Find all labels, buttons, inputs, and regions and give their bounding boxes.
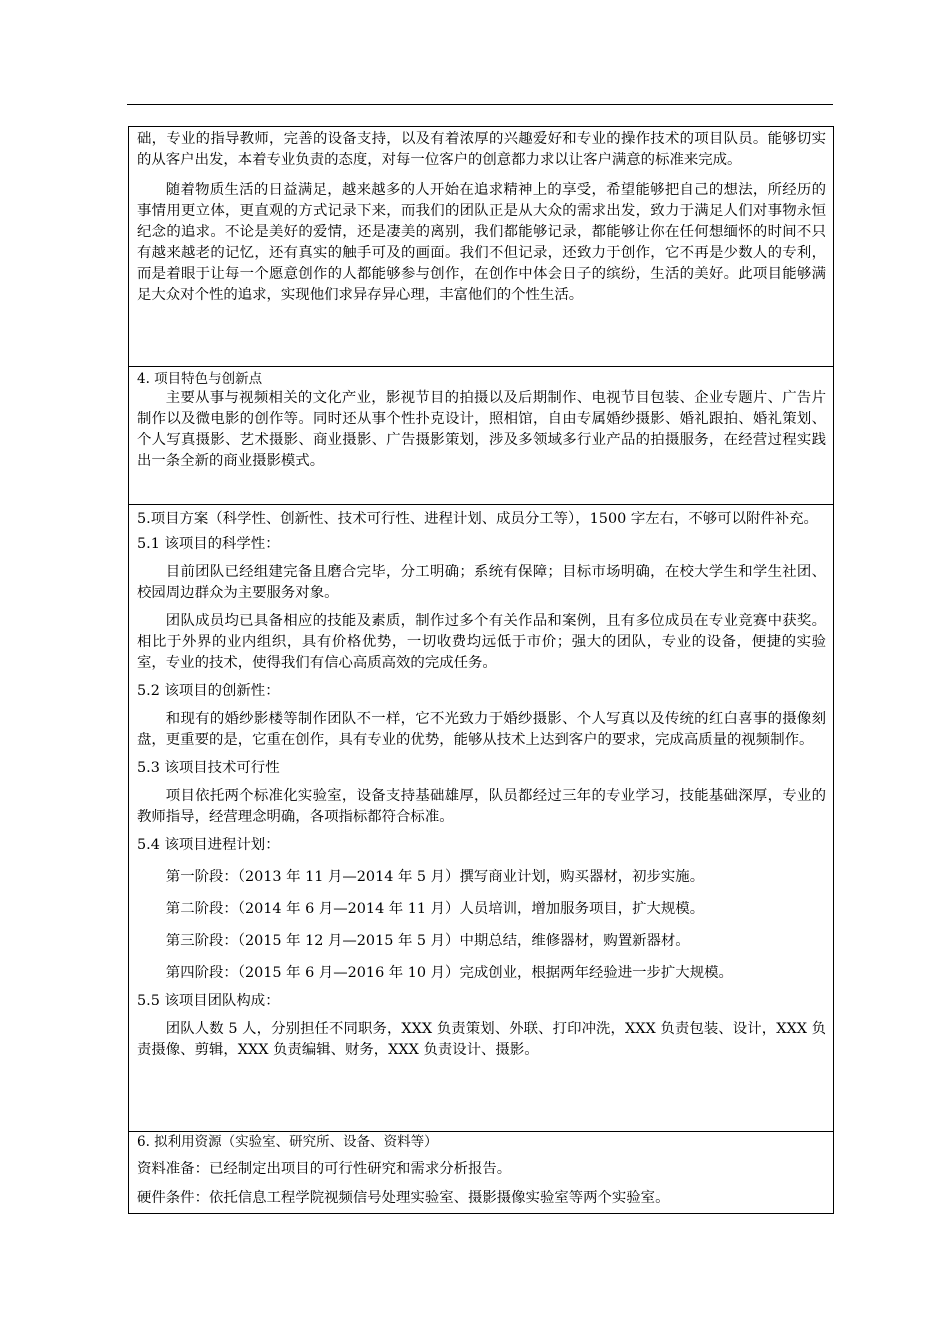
header-rule (127, 104, 833, 105)
team-heading: 5.5 该项目团队构成： (137, 993, 280, 1009)
feasibility-heading: 5.3 该项目技术可行性 (137, 760, 280, 776)
features-body: 主要从事与视频相关的文化产业，影视节目的拍摄以及后期制作、电视节目包装、企业专题片、广告片制作以及微电影的创作等。同时还从事个性扑克设计，照相馆，自由专属婚纱摄影、婚礼跟拍、婚礼策划、个人写真摄影、艺术摄影、商业摄影、广告摄影策划，涉及多领域多行业产品的拍摄服务，在经营过程实践出一条全新的商业摄影模式。 (137, 390, 826, 469)
schedule-stage-2: 第二阶段：（2014 年 6 月—2014 年 11 月）人员培训，增加服务项目，扩大规模。 (165, 901, 705, 917)
team-paragraph: 团队人数 5 人，分别担任不同职务，XXX 负责策划、外联、打印冲洗，XXX 负责包装、设计，XXX 负责摄像、剪辑，XXX 负责编辑、财务，XXX 负责设计、摄影。 (137, 1021, 826, 1058)
schedule-stage-1: 第一阶段：（2013 年 11 月—2014 年 5 月）撰写商业计划，购买器材，初步实施。 (165, 869, 705, 885)
schedule-stage-4: 第四阶段：（2015 年 6 月—2016 年 10 月）完成创业，根据两年经验进一步扩大规模。 (165, 965, 733, 981)
schedule-stage-3: 第三阶段：（2015 年 12 月—2015 年 5 月）中期总结，维修器材，购置新器材。 (165, 933, 690, 949)
innovation-paragraph: 和现有的婚纱影楼等制作团队不一样，它不光致力于婚纱摄影、个人写真以及传统的红白喜事的摄像刻盘，更重要的是，它重在创作，具有专业的优势，能够从技术上达到客户的要求，完成高质量的视频制作。 (137, 711, 826, 748)
resources-hardware: 硬件条件：依托信息工程学院视频信号处理实验室、摄影摄像实验室等两个实验室。 (137, 1190, 670, 1206)
plan-cell (129, 505, 833, 1132)
resources-materials: 资料准备：已经制定出项目的可行性研究和需求分析报告。 (137, 1161, 512, 1177)
resources-cell (129, 1132, 833, 1214)
schedule-heading: 5.4 该项目进程计划： (137, 837, 280, 853)
science-paragraph-1: 目前团队已经组建完备且磨合完毕，分工明确；系统有保障；目标市场明确，在校大学生和学生社团、校园周边群众为主要服务对象。 (137, 564, 826, 601)
features-heading: 4. 项目特色与创新点 (137, 371, 263, 387)
intro-cell (129, 127, 833, 367)
plan-heading: 5.项目方案（科学性、创新性、技术可行性、进程计划、成员分工等），1500 字左右，不够可以附件补充。 (137, 511, 818, 527)
science-paragraph-2: 团队成员均已具备相应的技能及素质，制作过多个有关作品和案例，且有多位成员在专业竞赛中获奖。相比于外界的业内组织，具有价格优势，一切收费均远低于市价；强大的团队，专业的设备，便捷的实验室，专业的技术，使得我们有信心高质高效的完成任务。 (137, 613, 826, 671)
science-heading: 5.1 该项目的科学性： (137, 536, 280, 552)
resources-heading: 6. 拟利用资源（实验室、研究所、设备、资料等） (137, 1134, 438, 1150)
feasibility-paragraph: 项目依托两个标准化实验室，设备支持基础雄厚，队员都经过三年的专业学习，技能基础深厚，专业的教师指导，经营理念明确，各项指标都符合标准。 (137, 788, 826, 825)
project-form-table (128, 126, 834, 1214)
features-cell (129, 367, 833, 505)
innovation-heading: 5.2 该项目的创新性： (137, 683, 280, 699)
intro-paragraph-1: 础，专业的指导教师，完善的设备支持，以及有着浓厚的兴趣爱好和专业的操作技术的项目队员。能够切实的从客户出发，本着专业负责的态度，对每一位客户的创意都力求以让客户满意的标准来完成。 (137, 131, 826, 168)
intro-paragraph-2: 随着物质生活的日益满足，越来越多的人开始在追求精神上的享受，希望能够把自己的想法，所经历的事情用更立体，更直观的方式记录下来，而我们的团队正是从大众的需求出发，致力于满足人们对事物永恒纪念的追求。不论是美好的爱情，还是凄美的离别，我们都能够记录，都能够让你在任何想缅怀的时间不只有越来越老的记忆，还有真实的触手可及的画面。我们不但记录，还致力于创作，它不再是少数人的专利，而是着眼于让每一个愿意创作的人都能够参与创作，在创作中体会日子的缤纷，生活的美好。此项目能够满足大众对个性的追求，实现他们求异存异心理，丰富他们的个性生活。 (137, 182, 826, 303)
